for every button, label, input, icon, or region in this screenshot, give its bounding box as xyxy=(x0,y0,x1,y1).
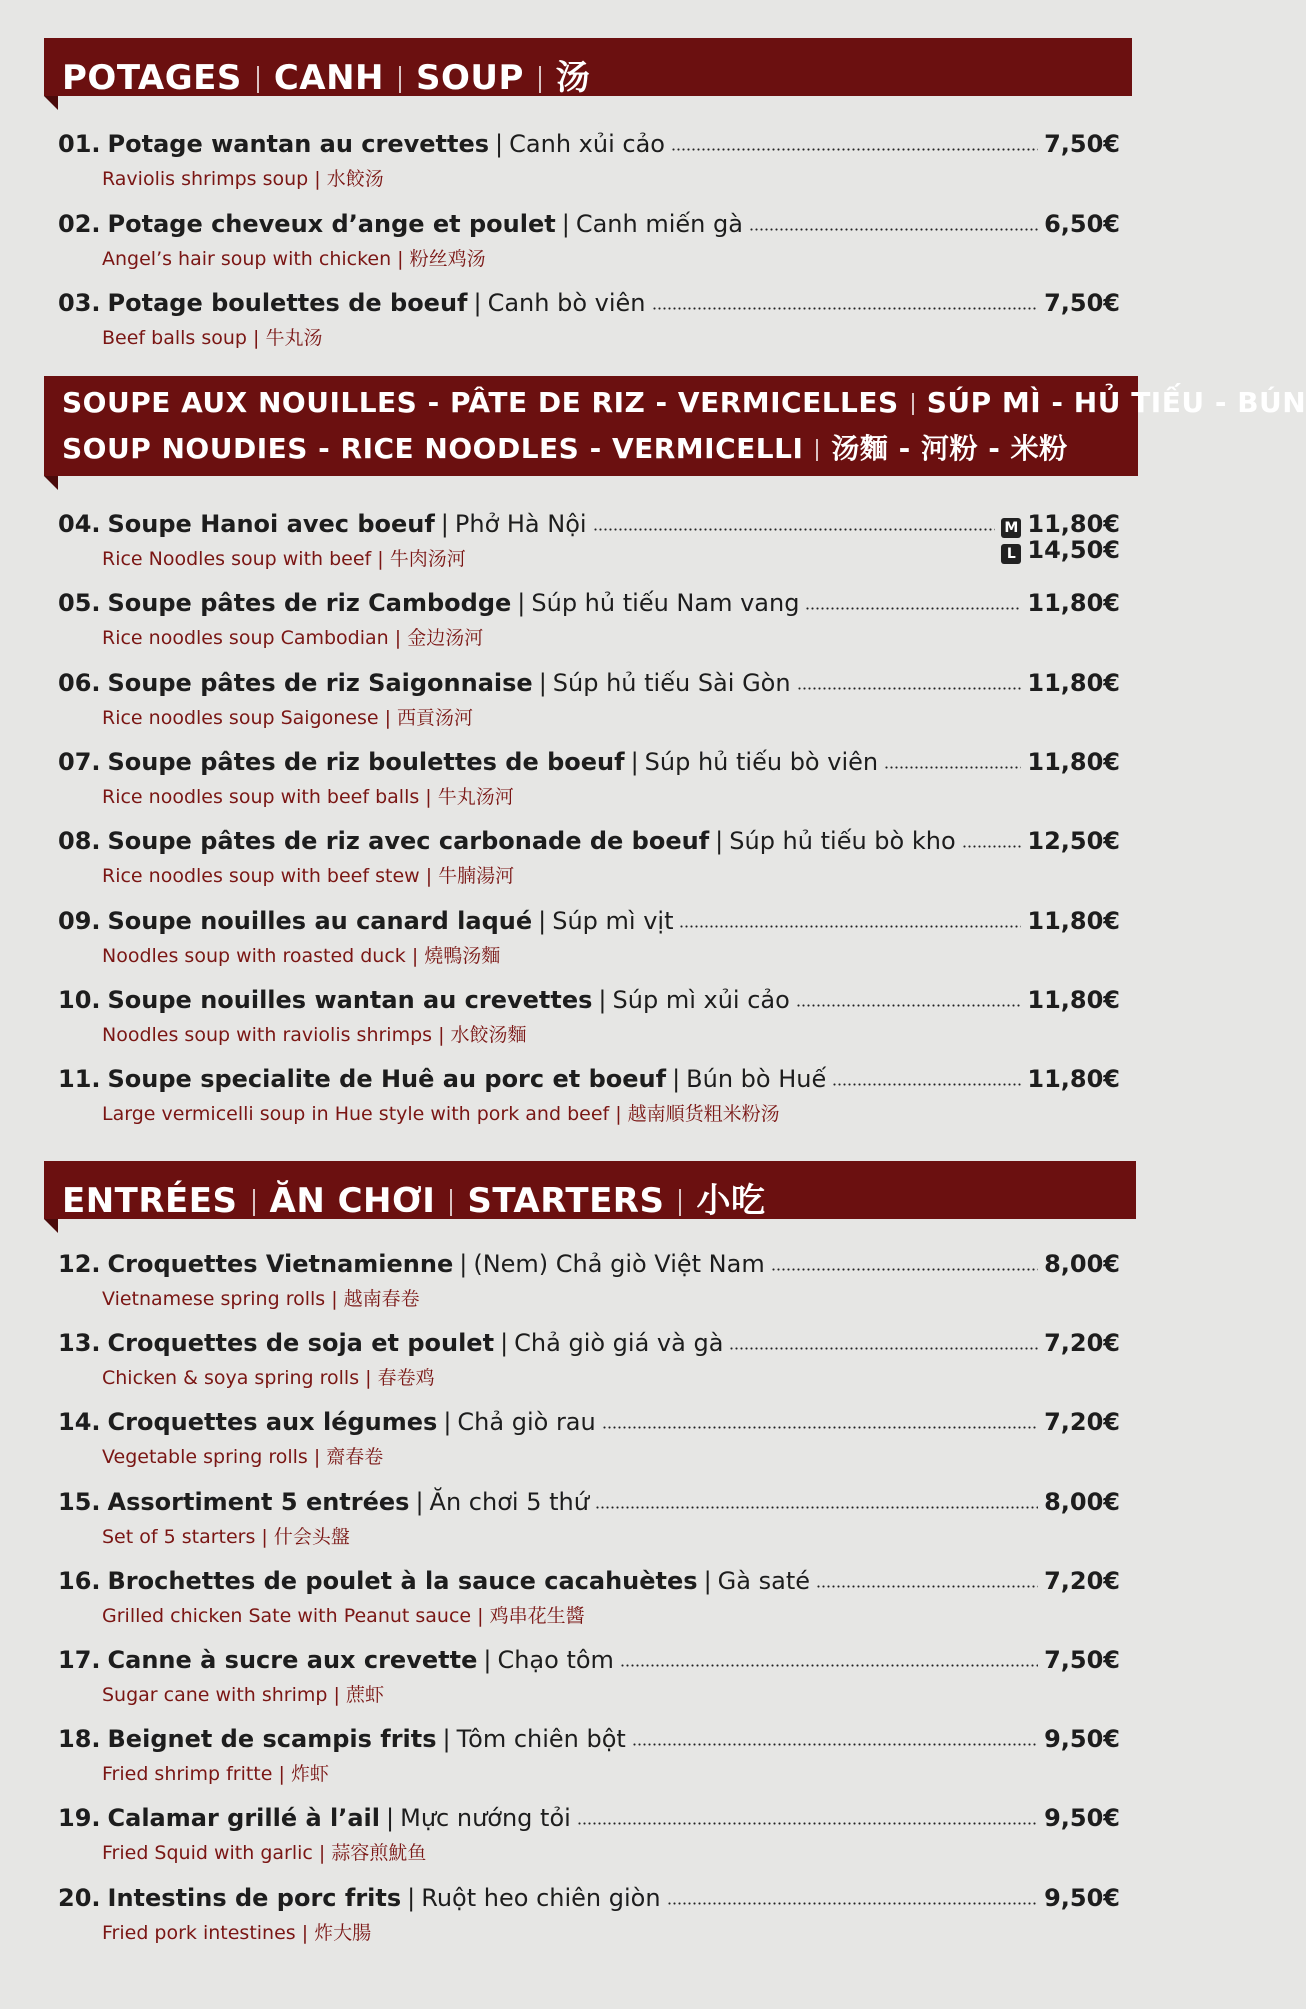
banner-text: POTAGES xyxy=(62,58,242,98)
menu-item-main-line xyxy=(58,281,1120,317)
item-name-english-chinese: Large vermicelli soup in Hue style with pork and beef | 越南順货粗米粉汤 xyxy=(102,1103,780,1125)
menu-item xyxy=(58,1400,1120,1466)
menu-item xyxy=(58,281,1120,347)
item-name-french: Assortiment 5 entrées xyxy=(107,1488,410,1516)
name-separator: | xyxy=(459,1250,468,1278)
dot-leader xyxy=(667,1902,1039,1905)
dot-leader xyxy=(620,1664,1038,1667)
item-name-vietnamese: Bún bò Huế xyxy=(686,1065,827,1093)
item-name-vietnamese: Súp hủ tiếu bò viên xyxy=(644,748,879,776)
dot-leader xyxy=(602,1426,1038,1429)
item-name-french: Intestins de porc frits xyxy=(107,1884,402,1912)
section-banner xyxy=(44,38,1132,96)
name-separator: | xyxy=(672,1065,681,1093)
menu-item xyxy=(58,1876,1120,1942)
item-name-vietnamese: Mực nướng tỏi xyxy=(400,1804,571,1832)
item-name-french: Soupe pâtes de riz Cambodge xyxy=(107,589,512,617)
dot-leader xyxy=(577,1822,1038,1825)
item-name-vietnamese: Canh xủi cảo xyxy=(509,130,665,158)
item-name-vietnamese: Ruột heo chiên giòn xyxy=(421,1884,661,1912)
dot-leader xyxy=(632,1743,1038,1746)
item-name-french: Soupe specialite de Huê au porc et boeuf xyxy=(107,1065,667,1093)
section-banner xyxy=(44,1161,1136,1219)
name-separator: | xyxy=(415,1488,424,1516)
item-price: 11,80€ xyxy=(1027,1065,1120,1093)
item-name-english-chinese: Rice Noodles soup with beef | 牛肉汤河 xyxy=(102,548,466,570)
dot-leader xyxy=(593,528,996,531)
name-separator: | xyxy=(407,1884,416,1912)
item-number: 06. xyxy=(58,669,101,697)
menu-item xyxy=(58,1321,1120,1387)
item-name-french: Beignet de scampis frits xyxy=(107,1725,437,1753)
banner-line xyxy=(62,1173,765,1222)
item-name-vietnamese: Tôm chiên bột xyxy=(456,1725,626,1753)
item-name-english-chinese: Angel’s hair soup with chicken | 粉丝鸡汤 xyxy=(102,248,486,270)
item-number: 16. xyxy=(58,1567,101,1595)
menu-item xyxy=(58,122,1120,188)
item-name-english-chinese: Sugar cane with shrimp | 蔗虾 xyxy=(102,1684,384,1706)
menu-item-main-line xyxy=(58,899,1120,935)
item-name-vietnamese: Chả giò giá và gà xyxy=(514,1329,724,1357)
item-price: 7,50€ xyxy=(1044,289,1120,317)
dot-leader xyxy=(771,1268,1038,1271)
item-price: 9,50€ xyxy=(1044,1804,1120,1832)
item-price: 8,00€ xyxy=(1044,1488,1120,1516)
banner-separator xyxy=(399,66,401,93)
menu-item xyxy=(58,1638,1120,1704)
item-price: 8,00€ xyxy=(1044,1250,1120,1278)
item-name-vietnamese: (Nem) Chả giò Việt Nam xyxy=(473,1250,765,1278)
menu-item xyxy=(58,819,1120,885)
banner-separator xyxy=(816,439,818,461)
item-name-english-chinese: Beef balls soup | 牛丸汤 xyxy=(102,327,323,349)
item-name-english-chinese: Fried Squid with garlic | 蒜容煎魷鱼 xyxy=(102,1842,427,1864)
banner-text: STARTERS xyxy=(467,1181,665,1221)
banner-line xyxy=(62,386,1306,419)
item-name-vietnamese: Chả giò rau xyxy=(457,1408,596,1436)
menu-item xyxy=(58,202,1120,268)
menu-item-main-line xyxy=(58,1400,1120,1436)
menu-item-main-line xyxy=(58,1876,1120,1912)
banner-line xyxy=(62,427,1068,467)
banner-line xyxy=(62,50,590,99)
item-number: 07. xyxy=(58,748,101,776)
menu-item xyxy=(58,899,1120,965)
menu-item-main-line xyxy=(58,202,1120,238)
menu-item xyxy=(58,1796,1120,1862)
name-separator: | xyxy=(538,669,547,697)
item-name-french: Canne à sucre aux crevette xyxy=(107,1646,478,1674)
item-name-vietnamese: Súp hủ tiếu bò kho xyxy=(729,827,956,855)
menu-item-main-line xyxy=(58,1559,1120,1595)
dot-leader xyxy=(796,1004,1022,1007)
banner-text: ENTRÉES xyxy=(62,1181,238,1221)
menu-item xyxy=(58,740,1120,806)
menu-item-main-line xyxy=(58,122,1120,158)
menu-item xyxy=(58,1242,1120,1308)
item-name-french: Soupe nouilles au canard laqué xyxy=(107,907,533,935)
name-separator: | xyxy=(500,1329,509,1357)
item-price: 9,50€ xyxy=(1044,1725,1120,1753)
banner-separator xyxy=(679,1189,681,1216)
item-number: 09. xyxy=(58,907,101,935)
item-price: 9,50€ xyxy=(1044,1884,1120,1912)
item-number: 08. xyxy=(58,827,101,855)
menu-item-main-line xyxy=(58,1242,1120,1278)
item-name-english-chinese: Rice noodles soup Cambodian | 金边汤河 xyxy=(102,627,484,649)
item-name-vietnamese: Súp hủ tiếu Sài Gòn xyxy=(552,669,791,697)
menu-item xyxy=(58,581,1120,647)
menu-item xyxy=(58,1559,1120,1625)
item-name-vietnamese: Súp mì xủi cảo xyxy=(612,986,790,1014)
item-price: 12,50€ xyxy=(1027,827,1120,855)
item-price: 7,20€ xyxy=(1044,1408,1120,1436)
price-large-value: 14,50€ xyxy=(1027,536,1120,564)
item-number: 19. xyxy=(58,1804,101,1832)
item-name-english-chinese: Raviolis shrimps soup | 水餃汤 xyxy=(102,168,384,190)
dot-leader xyxy=(671,148,1038,151)
dot-leader xyxy=(805,607,1021,610)
item-price: 7,20€ xyxy=(1044,1567,1120,1595)
dot-leader xyxy=(832,1083,1021,1086)
name-separator: | xyxy=(703,1567,712,1595)
banner-text: CANH xyxy=(273,58,384,98)
banner-text: SOUPE AUX NOUILLES - PÂTE DE RIZ - VERMICELLES xyxy=(62,386,899,419)
section-banner xyxy=(44,376,1306,476)
item-number: 03. xyxy=(58,289,101,317)
item-name-french: Calamar grillé à l’ail xyxy=(107,1804,381,1832)
dot-leader xyxy=(884,766,1021,769)
item-name-vietnamese: Canh bò viên xyxy=(487,289,646,317)
item-number: 04. xyxy=(58,510,101,538)
menu-item xyxy=(58,1480,1120,1546)
name-separator: | xyxy=(473,289,482,317)
menu-item-main-line xyxy=(58,661,1120,697)
item-price-large xyxy=(1001,532,1120,564)
item-price: 11,80€ xyxy=(1027,510,1120,538)
dot-leader xyxy=(816,1585,1038,1588)
item-price: 11,80€ xyxy=(1027,907,1120,935)
item-name-vietnamese: Súp hủ tiếu Nam vang xyxy=(531,589,800,617)
name-separator: | xyxy=(561,210,570,238)
item-name-english-chinese: Vegetable spring rolls | 齋春卷 xyxy=(102,1446,384,1468)
item-number: 18. xyxy=(58,1725,101,1753)
item-name-vietnamese: Phở Hà Nội xyxy=(454,510,587,538)
item-price: 6,50€ xyxy=(1044,210,1120,238)
item-name-english-chinese: Noodles soup with raviolis shrimps | 水餃汤麵 xyxy=(102,1024,527,1046)
dot-leader xyxy=(797,687,1022,690)
item-name-vietnamese: Ăn chơi 5 thứ xyxy=(429,1488,589,1516)
dot-leader xyxy=(679,925,1021,928)
item-name-english-chinese: Grilled chicken Sate with Peanut sauce | 鸡串花生醬 xyxy=(102,1605,585,1627)
item-name-english-chinese: Chicken & soya spring rolls | 春卷鸡 xyxy=(102,1367,435,1389)
size-m-badge: M xyxy=(1001,518,1021,538)
item-number: 14. xyxy=(58,1408,101,1436)
name-separator: | xyxy=(598,986,607,1014)
item-price: 7,20€ xyxy=(1044,1329,1120,1357)
dot-leader xyxy=(962,845,1022,848)
menu-item-main-line xyxy=(58,978,1120,1014)
item-name-vietnamese: Canh miến gà xyxy=(575,210,743,238)
name-separator: | xyxy=(442,1725,451,1753)
item-number: 05. xyxy=(58,589,101,617)
item-price: 11,80€ xyxy=(1027,669,1120,697)
item-name-english-chinese: Fried shrimp fritte | 炸虾 xyxy=(102,1763,329,1785)
item-number: 15. xyxy=(58,1488,101,1516)
item-name-english-chinese: Vietnamese spring rolls | 越南春卷 xyxy=(102,1288,420,1310)
item-name-vietnamese: Chạo tôm xyxy=(497,1646,614,1674)
name-separator: | xyxy=(483,1646,492,1674)
menu-item-main-line xyxy=(58,740,1120,776)
name-separator: | xyxy=(715,827,724,855)
item-price: 11,80€ xyxy=(1027,986,1120,1014)
menu-item-main-line xyxy=(58,502,1120,538)
menu-item-main-line xyxy=(58,581,1120,617)
name-separator: | xyxy=(517,589,526,617)
item-number: 12. xyxy=(58,1250,101,1278)
item-name-vietnamese: Súp mì vịt xyxy=(552,907,674,935)
banner-text: SÚP MÌ - HỦ TIẾU - BÚN xyxy=(926,386,1306,419)
name-separator: | xyxy=(443,1408,452,1436)
item-price: 7,50€ xyxy=(1044,1646,1120,1674)
menu-item-main-line xyxy=(58,1638,1120,1674)
menu-item-main-line xyxy=(58,1057,1120,1093)
banner-separator xyxy=(912,393,914,415)
name-separator: | xyxy=(386,1804,395,1832)
menu-item xyxy=(58,1717,1120,1783)
item-name-french: Potage wantan au crevettes xyxy=(107,130,490,158)
item-number: 17. xyxy=(58,1646,101,1674)
item-name-french: Croquettes de soja et poulet xyxy=(107,1329,495,1357)
menu-item-main-line xyxy=(58,1321,1120,1357)
menu-item-main-line xyxy=(58,1480,1120,1516)
dot-leader xyxy=(729,1347,1038,1350)
item-price: 11,80€ xyxy=(1027,589,1120,617)
banner-separator xyxy=(450,1189,452,1216)
item-number: 10. xyxy=(58,986,101,1014)
item-name-english-chinese: Rice noodles soup Saigonese | 西貢汤河 xyxy=(102,707,474,729)
banner-separator xyxy=(539,66,541,93)
dot-leader xyxy=(595,1506,1038,1509)
item-name-french: Soupe Hanoi avec boeuf xyxy=(107,510,435,538)
item-name-french: Soupe pâtes de riz Saigonnaise xyxy=(107,669,533,697)
item-number: 13. xyxy=(58,1329,101,1357)
item-number: 11. xyxy=(58,1065,101,1093)
size-l-badge: L xyxy=(1001,544,1021,564)
item-price: 11,80€ xyxy=(1027,748,1120,776)
dot-leader xyxy=(652,307,1039,310)
item-name-english-chinese: Set of 5 starters | 什会头盤 xyxy=(102,1526,350,1548)
item-name-french: Potage cheveux d’ange et poulet xyxy=(107,210,556,238)
menu-item xyxy=(58,1057,1120,1123)
menu-item-main-line xyxy=(58,819,1120,855)
item-name-french: Croquettes aux légumes xyxy=(107,1408,438,1436)
item-name-french: Soupe pâtes de riz boulettes de boeuf xyxy=(107,748,625,776)
item-price: 7,50€ xyxy=(1044,130,1120,158)
item-name-french: Croquettes Vietnamienne xyxy=(107,1250,454,1278)
menu-item-main-line xyxy=(58,1796,1120,1832)
item-name-french: Soupe pâtes de riz avec carbonade de boeuf xyxy=(107,827,710,855)
item-name-french: Soupe nouilles wantan au crevettes xyxy=(107,986,593,1014)
name-separator: | xyxy=(495,130,504,158)
banner-text: 汤麵 - 河粉 - 米粉 xyxy=(831,432,1068,465)
item-number: 20. xyxy=(58,1884,101,1912)
item-name-english-chinese: Rice noodles soup with beef stew | 牛腩湯河 xyxy=(102,865,515,887)
banner-text: ĂN CHƠI xyxy=(269,1181,436,1221)
banner-separator xyxy=(253,1189,255,1216)
item-number: 02. xyxy=(58,210,101,238)
menu-item xyxy=(58,978,1120,1044)
menu-item xyxy=(58,661,1120,727)
menu-item xyxy=(58,502,1120,568)
name-separator: | xyxy=(538,907,547,935)
item-name-french: Brochettes de poulet à la sauce cacahuètes xyxy=(107,1567,698,1595)
banner-text: 汤 xyxy=(555,58,591,98)
banner-text: SOUP NOUDIES - RICE NOODLES - VERMICELLI xyxy=(62,432,804,465)
banner-text: SOUP xyxy=(416,58,524,98)
item-name-english-chinese: Rice noodles soup with beef balls | 牛丸汤河 xyxy=(102,786,514,808)
banner-text: 小吃 xyxy=(696,1181,766,1221)
item-number: 01. xyxy=(58,130,101,158)
item-name-english-chinese: Fried pork intestines | 炸大腸 xyxy=(102,1922,372,1944)
item-name-french: Potage boulettes de boeuf xyxy=(107,289,468,317)
banner-separator xyxy=(257,66,259,93)
item-name-vietnamese: Gà saté xyxy=(717,1567,810,1595)
name-separator: | xyxy=(630,748,639,776)
name-separator: | xyxy=(440,510,449,538)
dot-leader xyxy=(749,228,1038,231)
menu-item-main-line xyxy=(58,1717,1120,1753)
item-name-english-chinese: Noodles soup with roasted duck | 燒鴨汤麵 xyxy=(102,945,501,967)
